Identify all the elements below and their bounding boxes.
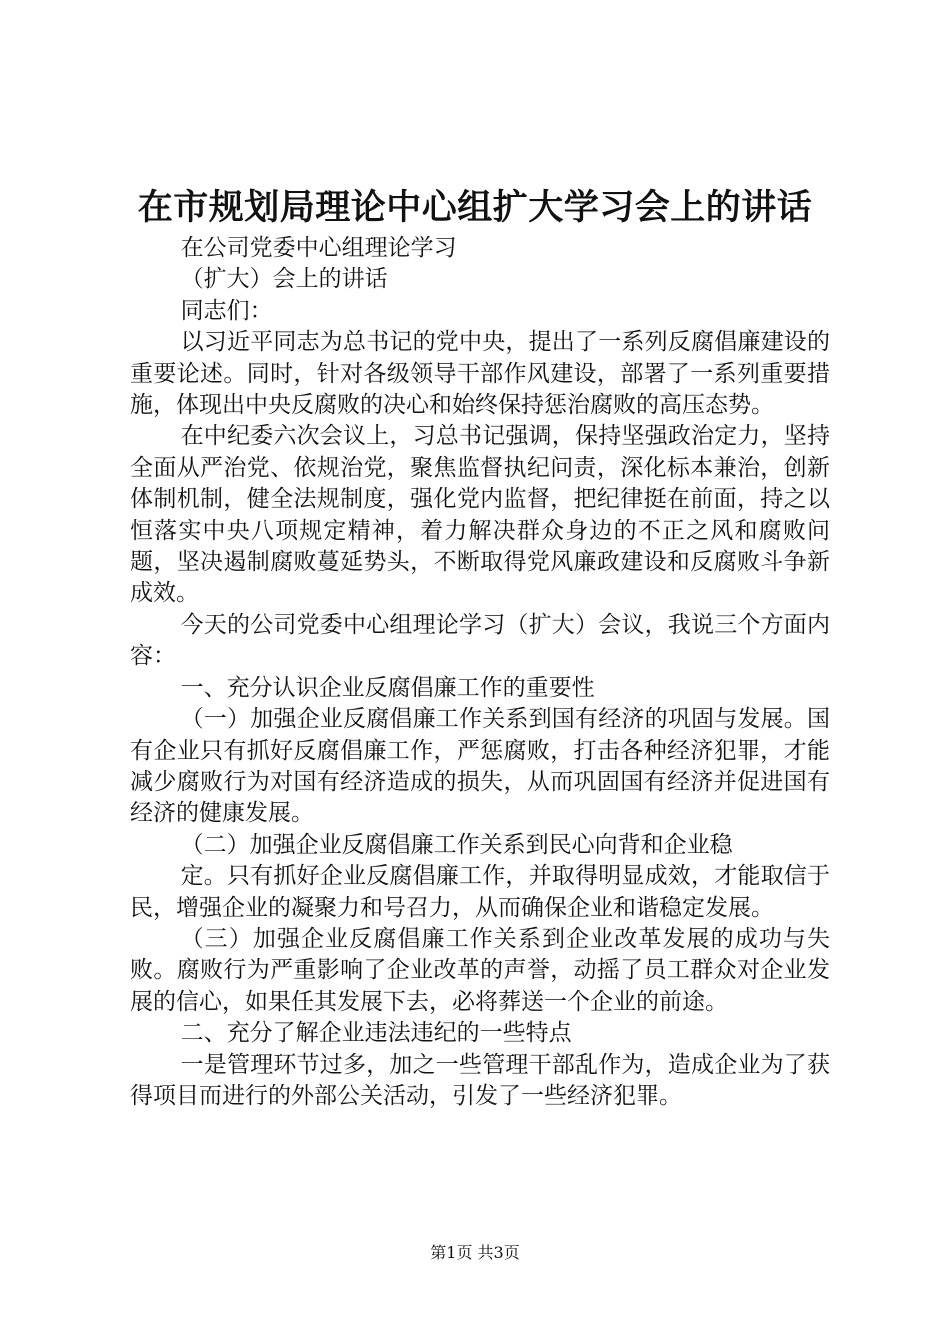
paragraph: 以习近平同志为总书记的党中央，提出了一系列反腐倡廉建设的重要论述。同时，针对各级领导干部作风建设，部署了一系列重要措施，体现出中央反腐败的决心和始终保持惩治腐败的高压态势。 <box>130 329 830 419</box>
paragraph: （二）加强企业反腐倡廉工作关系到民心向背和企业稳 <box>180 831 733 858</box>
section-heading: 一、充分认识企业反腐倡廉工作的重要性 <box>180 674 595 701</box>
document-body <box>130 233 830 1112</box>
paragraph: 定。只有抓好企业反腐倡廉工作，并取得明显成效，才能取信于民，增强企业的凝聚力和号召力，从而确保企业和谐稳定发展。 <box>130 863 830 921</box>
document-title: 在市规划局理论中心组扩大学习会上的讲话 <box>137 187 813 228</box>
paragraph: 在中纪委六次会议上，习总书记强调，保持坚强政治定力，坚持全面从严治党、依规治党，聚焦监督执纪问责，深化标本兼治，创新体制机制，健全法规制度，强化党内监督，把纪律挺在前面，持之以恒落实中央八项规定精神，着力解决群众身边的不正之风和腐败问题，坚决遏制腐败蔓延势头，不断取得党风廉政建设和反腐败斗争新成效。 <box>130 423 830 607</box>
paragraph: 今天的公司党委中心组理论学习（扩大）会议，我说三个方面内容： <box>130 611 830 670</box>
paragraph: （扩大）会上的讲话 <box>180 266 388 293</box>
paragraph: 在公司党委中心组理论学习 <box>180 235 457 261</box>
paragraph: （一）加强企业反腐倡廉工作关系到国有经济的巩固与发展。国有企业只有抓好反腐倡廉工作，严惩腐败，打击各种经济犯罪，才能减少腐败行为对国有经济造成的损失，从而巩固国有经济并促进国有经济的健康发展。 <box>130 706 830 827</box>
paragraph: （三）加强企业反腐倡廉工作关系到企业改革发展的成功与失败。腐败行为严重影响了企业改革的声誉，动摇了员工群众对企业发展的信心，如果任其发展下去，必将葬送一个企业的前途。 <box>130 925 830 1015</box>
paragraph: 同志们： <box>180 297 273 324</box>
paragraph: 一是管理环节过多，加之一些管理干部乱作为，造成企业为了获得项目而进行的外部公关活动，引发了一些经济犯罪。 <box>130 1051 830 1109</box>
section-heading: 二、充分了解企业违法违纪的一些特点 <box>180 1020 572 1047</box>
page-indicator: 第1页 共3页 <box>430 1243 520 1262</box>
